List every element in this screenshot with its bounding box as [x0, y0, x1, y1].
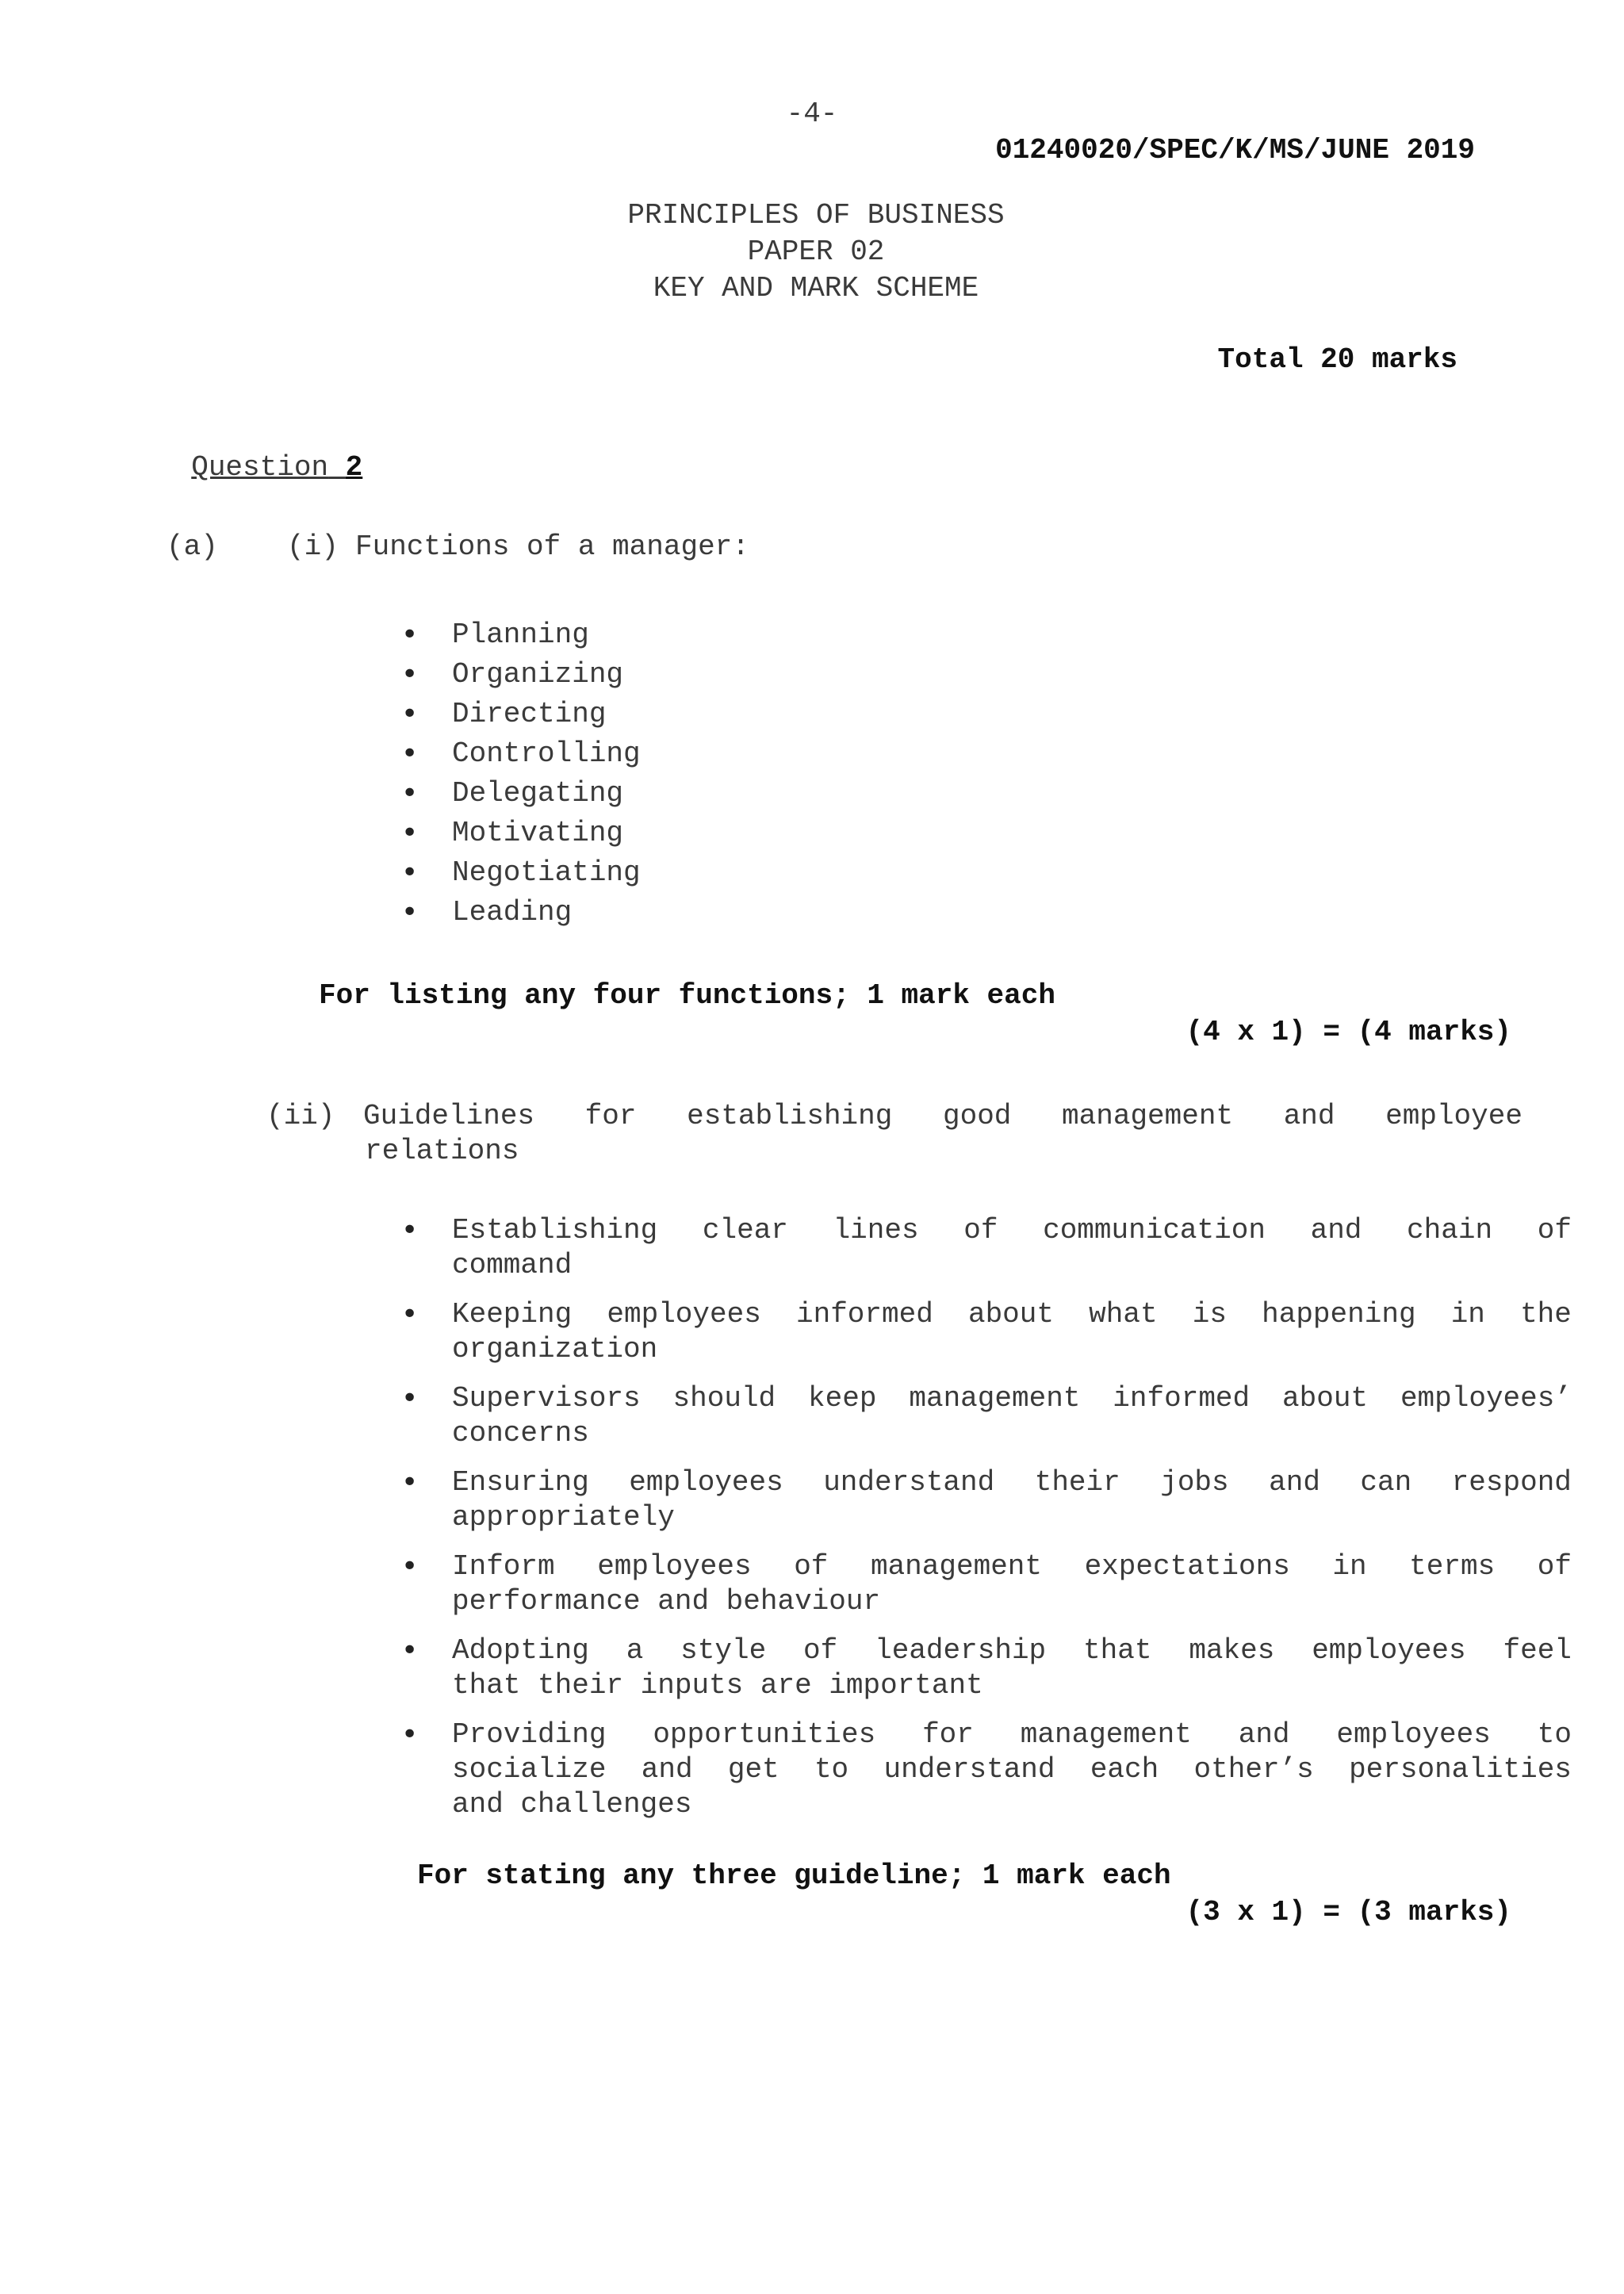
bullet-icon: •	[401, 1298, 419, 1331]
bullet-icon: •	[401, 817, 419, 849]
list-item: • Organizing	[396, 655, 641, 695]
question-number: 2	[345, 451, 363, 484]
list-item: • Leading	[396, 893, 641, 933]
document-code: 01240020/SPEC/K/MS/JUNE 2019	[995, 134, 1475, 167]
sub-i-heading: Functions of a manager:	[355, 530, 749, 563]
bullet-icon: •	[401, 1718, 419, 1751]
bullet-icon: •	[401, 737, 419, 770]
bullet-icon: •	[401, 1214, 419, 1247]
total-marks: Total 20 marks	[1217, 343, 1457, 376]
title-line-1: PRINCIPLES OF BUSINESS	[627, 199, 1005, 232]
sub-i-instruction: For listing any four functions; 1 mark each	[319, 979, 1055, 1012]
list-item: • Establishing clear lines of communication and chain of command	[401, 1214, 1572, 1281]
question-heading	[157, 416, 362, 485]
list-item: • Motivating	[396, 814, 641, 853]
title-line-3: KEY AND MARK SCHEME	[653, 272, 979, 304]
bullet-icon: •	[401, 896, 419, 929]
bullet-icon: •	[401, 658, 419, 691]
sub-i-marks: (4 x 1) = (4 marks)	[1185, 1016, 1511, 1048]
bullet-icon: •	[401, 856, 419, 889]
page-number: -4-	[786, 98, 838, 130]
list-item: • Adopting a style of leadership that makes employees feel that their inputs are important	[401, 1634, 1572, 1702]
guidelines-list	[396, 1213, 1572, 1836]
sub-ii-marks: (3 x 1) = (3 marks)	[1185, 1896, 1511, 1928]
list-item: • Delegating	[396, 774, 641, 814]
bullet-icon: •	[401, 698, 419, 730]
bullet-icon: •	[401, 618, 419, 651]
list-item: • Keeping employees informed about what is happening in the organization	[401, 1298, 1572, 1365]
bullet-icon: •	[401, 1550, 419, 1583]
list-item: • Negotiating	[396, 853, 641, 893]
list-item: • Planning	[396, 615, 641, 655]
sub-ii-instruction: For stating any three guideline; 1 mark each	[417, 1859, 1171, 1892]
list-item: • Providing opportunities for management and employees to socialize and get to understand each other’s personalities and challenges	[401, 1718, 1572, 1821]
bullet-icon: •	[401, 1382, 419, 1415]
list-item: • Inform employees of management expectations in terms of performance and behaviour	[401, 1550, 1572, 1618]
manager-functions-list	[396, 615, 641, 933]
bullet-icon: •	[401, 777, 419, 810]
sub-i-label: (i)	[287, 530, 339, 563]
list-item: • Directing	[396, 695, 641, 734]
bullet-icon: •	[401, 1466, 419, 1499]
part-a-label: (a)	[167, 530, 218, 563]
title-line-2: PAPER 02	[747, 236, 885, 268]
question-label: Question	[191, 451, 329, 484]
list-item: • Ensuring employees understand their jobs and can respond appropriately	[401, 1466, 1572, 1534]
sub-ii-heading-line-2: relations	[365, 1135, 519, 1167]
sub-ii-label: (ii)	[266, 1100, 335, 1132]
bullet-icon: •	[401, 1634, 419, 1667]
sub-ii-heading-line-1: Guidelines for establishing good management and employee	[363, 1100, 1522, 1132]
list-item: • Supervisors should keep management informed about employees’ concerns	[401, 1382, 1572, 1450]
list-item: • Controlling	[396, 734, 641, 774]
